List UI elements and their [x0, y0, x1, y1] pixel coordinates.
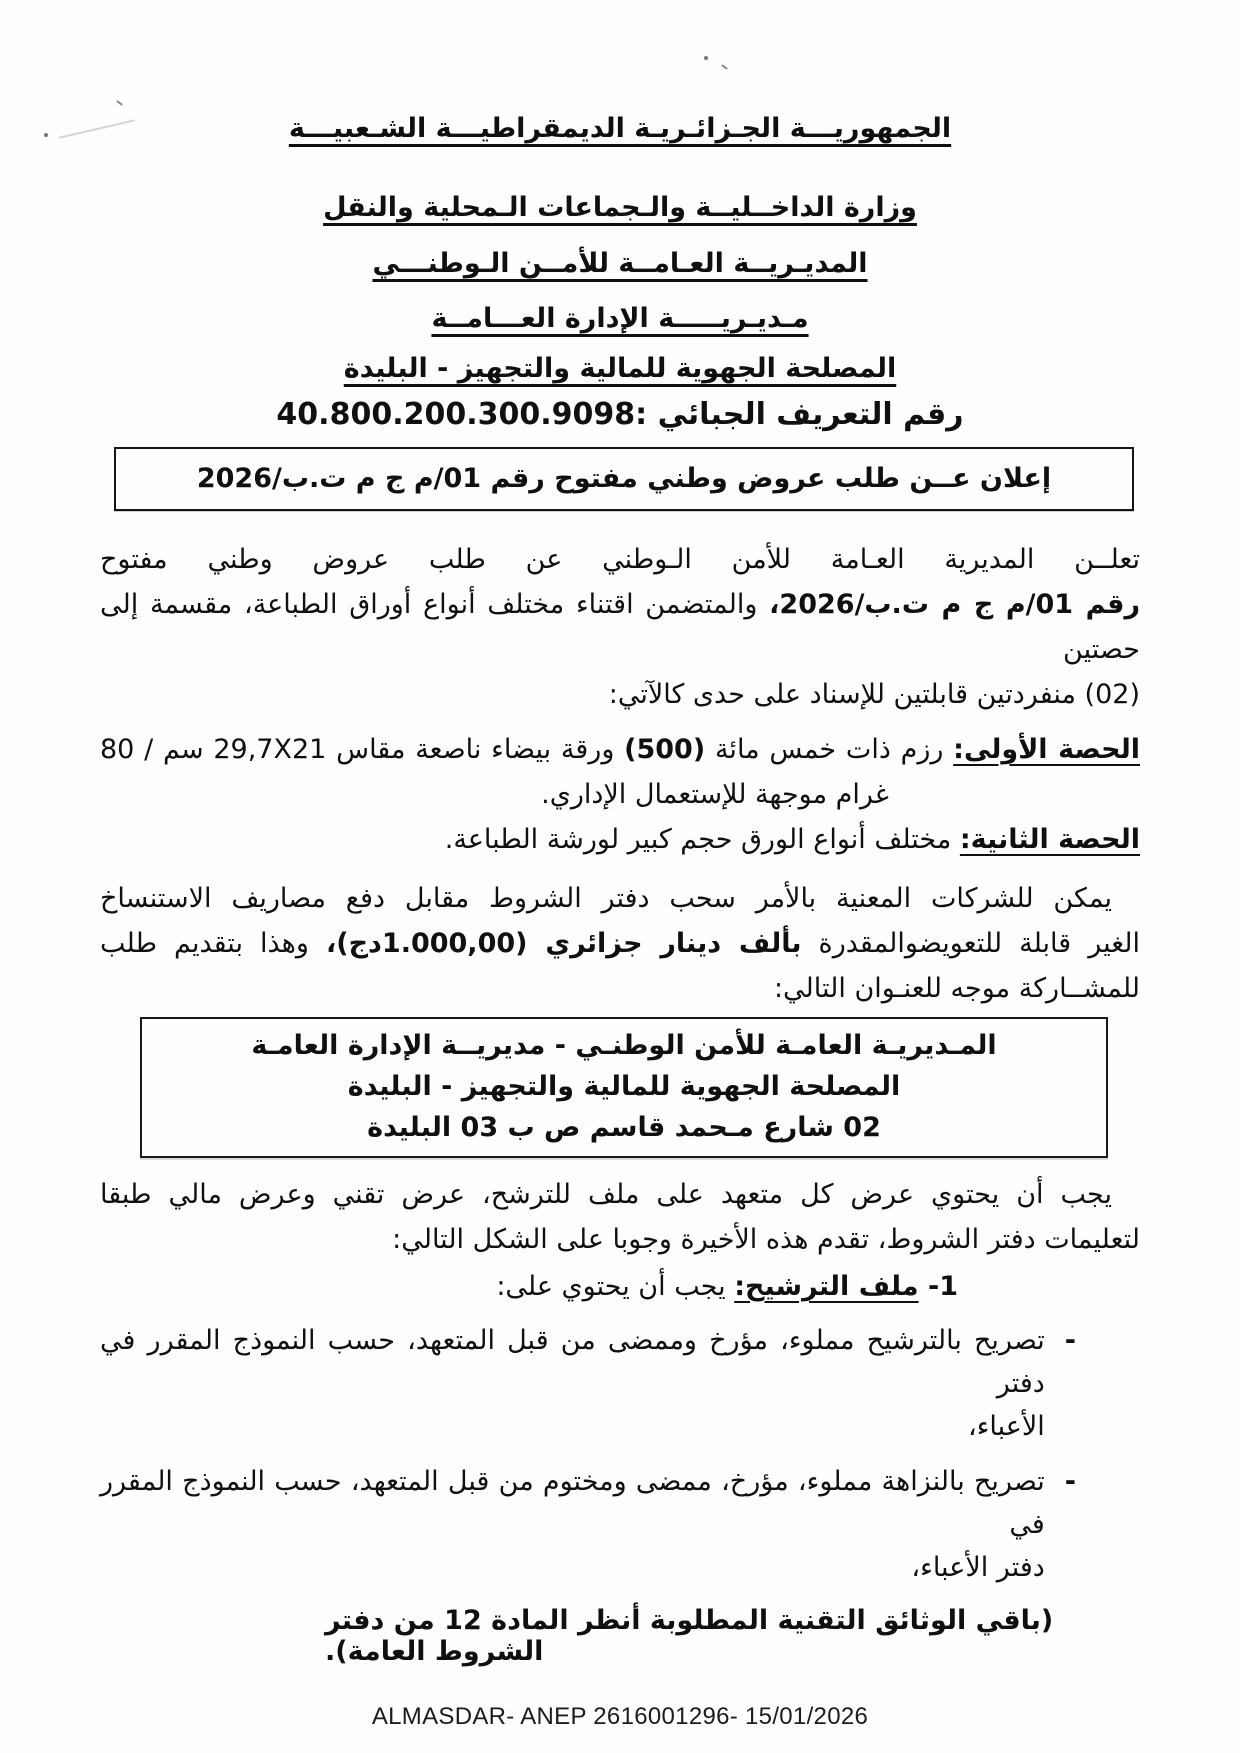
remaining-documents-note-text: (باقي الوثائق التقنية المطلوبة أنظر المادة 12 من دفتر الشروط العامة).	[325, 1605, 1054, 1667]
candidacy-bullet-list	[100, 1319, 1140, 1589]
footer-credit: ALMASDAR- ANEP 2616001296- 15/01/2026	[371, 1703, 869, 1730]
bullet-2-text	[100, 1460, 1045, 1589]
requirements-line-1: يجب أن يحتوي عرض كل متعهد على ملف للترشح، عرض تقني وعرض مالي طبقا	[100, 1179, 1112, 1210]
intro-paragraph	[100, 537, 1140, 717]
lot-1-label: الحصة الأولى:	[953, 734, 1140, 765]
candidacy-file-heading	[100, 1264, 958, 1309]
address-box	[140, 1017, 1108, 1158]
item-number: 1-	[918, 1271, 958, 1302]
lot-1-pre: رزم ذات خمس مائة	[705, 734, 954, 765]
intro-line-1: تعلــن المديرية العـامة للأمن الـوطني عن طلب عروض وطني مفتوح	[100, 544, 1140, 575]
bullet-1-line-1: تصريح بالترشيح مملوء، مؤرخ وممضى من قبل المتعهد، حسب النموذج المقرر في دفتر	[100, 1325, 1045, 1399]
withdrawal-line-1: يمكن للشركات المعنية بالأمر سحب دفتر الشروط مقابل دفع مصاريف الاستنساخ	[100, 883, 1112, 914]
tender-number: رقم 01/م ج م ت.ب/2026،	[769, 589, 1141, 620]
intro-line-2	[100, 582, 1140, 672]
lot-1-sheet-count: (500)	[624, 734, 706, 765]
address-line-2: المصلحة الجهوية للمالية والتجهيز - البليدة	[347, 1071, 901, 1102]
lot-2-line	[100, 817, 1140, 862]
withdrawal-line-2-post: وهذا بتقديم طلب	[100, 928, 326, 959]
regional-service-line: المصلحة الجهوية للمالية والتجهيز - البليدة	[343, 353, 897, 384]
general-administration-directorate-line: مـديـريـــــة الإدارة العـــامــة	[431, 303, 809, 334]
withdrawal-paragraph	[100, 876, 1140, 1011]
requirements-line-2: لتعليمات دفتر الشروط، تقدم هذه الأخيرة وجوبا على الشكل التالي:	[392, 1224, 1140, 1255]
bullet-dash: -	[1064, 1325, 1076, 1356]
bullet-item-1	[100, 1319, 1140, 1448]
tax-id-line: رقم التعريف الجبائي :40.800.200.300.9098	[276, 397, 964, 432]
withdrawal-line-2-pre: الغير قابلة للتعويضوالمقدرة	[801, 928, 1141, 959]
candidacy-file-rest: يجب أن يحتوي على:	[496, 1271, 735, 1302]
lot-1-wrap-line: غرام موجهة للإستعمال الإداري.	[541, 779, 889, 810]
withdrawal-line-3: للمشــاركة موجه للعنـوان التالي:	[773, 973, 1140, 1004]
intro-line-2-rest: والمتضمن اقتناء مختلف أنواع أوراق الطباعة، مقسمة إلى حصتين	[100, 589, 1140, 665]
lot-1-line	[100, 727, 1140, 772]
remaining-documents-note	[100, 1605, 1140, 1667]
lot-1-post: ورقة بيضاء ناصعة مقاس 29,7X21 سم / 80	[100, 734, 625, 765]
intro-line-3: (02) منفردتين قابلتين للإسناد على حدى كالآتي:	[608, 679, 1140, 710]
ministry-line: وزارة الداخــليــة والـجماعات الـمحلية والنقل	[323, 192, 917, 223]
republic-title: الجمهوريـــة الجـزائـريـة الديمقراطيـــة الشـعبيـــة	[288, 113, 952, 144]
requirements-paragraph	[100, 1172, 1140, 1309]
fee-amount: بألف دينار جزائري (1.000,00دج)،	[325, 928, 802, 959]
bullet-2-line-2: دفتر الأعباء،	[911, 1552, 1045, 1583]
bullet-1-text	[100, 1319, 1045, 1448]
bullet-1-line-2: الأعباء،	[967, 1411, 1045, 1442]
national-security-directorate-line: المديـريــة العـامــة للأمــن الـوطنـــي	[372, 248, 868, 279]
lot-2-text: مختلف أنواع الورق حجم كبير لورشة الطباعة.	[444, 824, 960, 855]
lots-section	[100, 727, 1140, 862]
address-line-3: 02 شارع مـحمد قاسم ص ب 03 البليدة	[367, 1112, 881, 1143]
lot-2-label: الحصة الثانية:	[959, 824, 1140, 855]
bullet-dash: -	[1064, 1466, 1076, 1497]
withdrawal-line-2	[100, 921, 1140, 966]
candidacy-file-label: ملف الترشيح:	[734, 1271, 919, 1302]
notice-title-box	[114, 447, 1134, 511]
bullet-item-2	[100, 1460, 1140, 1589]
address-line-1: المـديريـة العامـة للأمن الوطنـي - مديريــة الإدارة العامـة	[251, 1030, 997, 1061]
notice-title: إعلان عــن طلب عروض وطني مفتوح رقم 01/م ج م ت.ب/2026	[196, 463, 1052, 494]
bullet-2-line-1: تصريح بالنزاهة مملوء، مؤرخ، ممضى ومختوم من قبل المتعهد، حسب النموذج المقرر في	[100, 1466, 1045, 1540]
